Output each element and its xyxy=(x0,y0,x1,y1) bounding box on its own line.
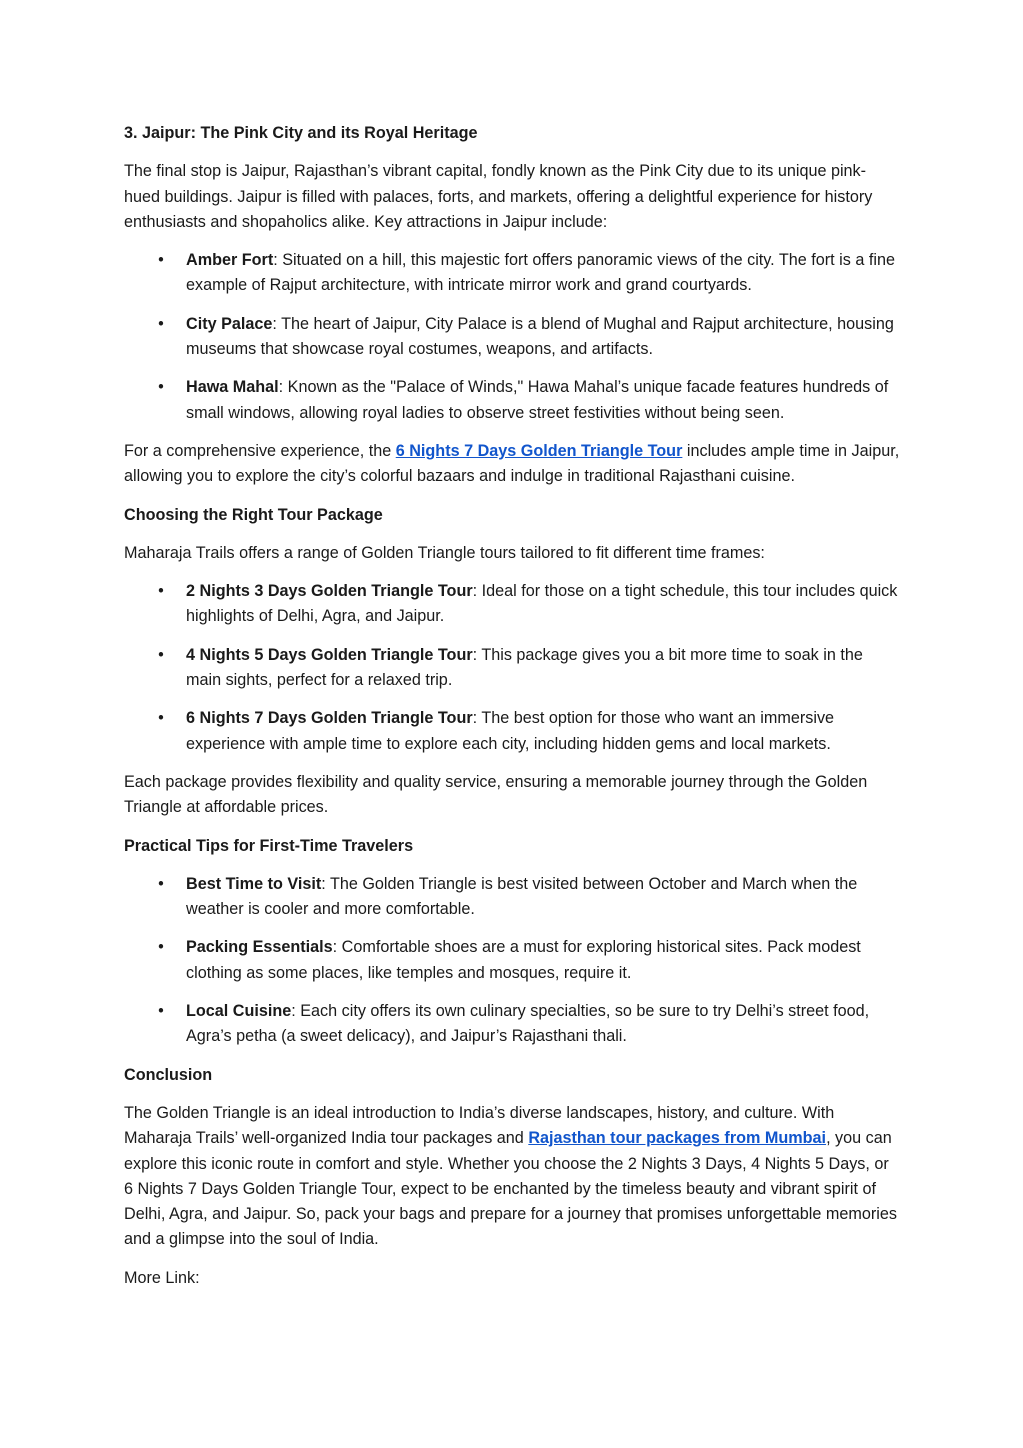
paragraph-text: , you can explore this iconic route in comfort and style. Whether you choose the 2 Nights 3 Days, 4 Nights 5 Days, or 6 Nights 7 Days Golden Triangle Tour, expect to be enchanted by the timeless beauty and vibrant spirit of Delhi, Agra, and Jaipur. So, pack your bags and prepare for a journey that promises unforgettable memories and a glimpse into the soul of India. xyxy=(124,1129,897,1249)
list-item xyxy=(158,643,902,694)
list-item xyxy=(158,999,902,1050)
document-page xyxy=(124,121,902,1304)
bullet-icon: • xyxy=(158,378,164,397)
bullet-icon: • xyxy=(158,938,164,957)
list-jaipur-attractions xyxy=(124,248,902,426)
bullet-icon: • xyxy=(158,251,164,270)
list-item-text: : Each city offers its own culinary specialties, so be sure to try Delhi’s street food, Agra’s petha (a sweet delicacy), and Jaipur’s Rajasthani thali. xyxy=(186,1002,870,1046)
paragraph-text: The Golden Triangle is an ideal introduction to India’s diverse landscapes, history, and culture. With Maharaja Trails’ well-organized India tour packages and xyxy=(124,1103,835,1148)
list-item-text: : Ideal for those on a tight schedule, this tour includes quick highlights of Delhi, Agra, and Jaipur. xyxy=(186,582,898,626)
rajasthan-tour-packages-link[interactable]: Rajasthan tour packages from Mumbai xyxy=(528,1129,827,1148)
bullet-icon: • xyxy=(158,314,164,333)
list-item-text: : Known as the "Palace of Winds," Hawa Mahal’s unique facade features hundreds of small windows, allowing royal ladies to observe street festivities without being seen. xyxy=(186,378,889,422)
paragraph-text: includes ample time in Jaipur, allowing you to explore the city’s colorful bazaars and indulge in traditional Rajasthani cuisine. xyxy=(124,441,900,486)
list-item-term: City Palace xyxy=(186,314,273,333)
list-item-text: : The Golden Triangle is best visited between October and March when the weather is cooler and more comfortable. xyxy=(186,874,858,919)
bullet-icon: • xyxy=(158,645,164,664)
list-item-text: : Comfortable shoes are a must for exploring historical sites. Pack modest clothing as some places, like temples and mosques, require it. xyxy=(186,938,861,982)
list-item-term: Packing Essentials xyxy=(186,938,333,957)
list-item-term: Local Cuisine xyxy=(186,1002,292,1021)
paragraph-conclusion xyxy=(124,1101,902,1253)
list-item-term: 6 Nights 7 Days Golden Triangle Tour xyxy=(186,709,473,728)
list-item xyxy=(158,248,902,299)
list-item xyxy=(158,579,902,630)
section-heading-jaipur: 3. Jaipur: The Pink City and its Royal Heritage xyxy=(124,124,478,142)
list-item-text: : Situated on a hill, this majestic fort offers panoramic views of the city. The fort is a fine example of Rajput architecture, with intricate mirror work and grand courtyards. xyxy=(186,251,895,295)
list-item-text: : This package gives you a bit more time to soak in the main sights, perfect for a relaxed trip. xyxy=(186,645,863,690)
bullet-icon: • xyxy=(158,709,164,728)
list-item-term: Best Time to Visit xyxy=(186,874,322,893)
list-item xyxy=(158,706,902,757)
list-tour-packages xyxy=(124,579,902,757)
list-item xyxy=(158,375,902,426)
bullet-icon: • xyxy=(158,582,164,601)
more-link-label: More Link: xyxy=(124,1268,200,1287)
list-travel-tips xyxy=(124,872,902,1050)
list-item-text: : The heart of Jaipur, City Palace is a blend of Mughal and Rajput architecture, housing museums that showcase royal costumes, weapons, and artifacts. xyxy=(186,314,894,359)
list-item xyxy=(158,935,902,986)
list-item-term: Amber Fort xyxy=(186,251,274,270)
list-item-term: 4 Nights 5 Days Golden Triangle Tour xyxy=(186,645,473,664)
paragraph-package-outro: Each package provides flexibility and quality service, ensuring a memorable journey through the Golden Triangle at affordable prices. xyxy=(124,772,868,817)
paragraph-jaipur-intro: The final stop is Jaipur, Rajasthan’s vibrant capital, fondly known as the Pink City due to its unique pink-hued buildings. Jaipur is filled with palaces, forts, and markets, offering a delightful experience for history enthusiasts and shopaholics alike. Key attractions in Jaipur include: xyxy=(124,162,873,231)
bullet-icon: • xyxy=(158,874,164,893)
bullet-icon: • xyxy=(158,1002,164,1021)
list-item xyxy=(158,312,902,363)
list-item-term: 2 Nights 3 Days Golden Triangle Tour xyxy=(186,582,473,601)
paragraph-jaipur-outro xyxy=(124,439,902,490)
paragraph-package-intro: Maharaja Trails offers a range of Golden Triangle tours tailored to fit different time frames: xyxy=(124,543,765,562)
list-item xyxy=(158,872,902,923)
golden-triangle-tour-link[interactable]: 6 Nights 7 Days Golden Triangle Tour xyxy=(395,441,683,460)
list-item-text: : The best option for those who want an immersive experience with ample time to explore each city, including hidden gems and local markets. xyxy=(186,709,835,753)
paragraph-text: For a comprehensive experience, the xyxy=(124,441,396,460)
list-item-term: Hawa Mahal xyxy=(186,378,279,397)
section-heading-conclusion: Conclusion xyxy=(124,1065,213,1084)
section-heading-package: Choosing the Right Tour Package xyxy=(124,505,383,524)
section-heading-tips: Practical Tips for First-Time Travelers xyxy=(124,836,414,855)
